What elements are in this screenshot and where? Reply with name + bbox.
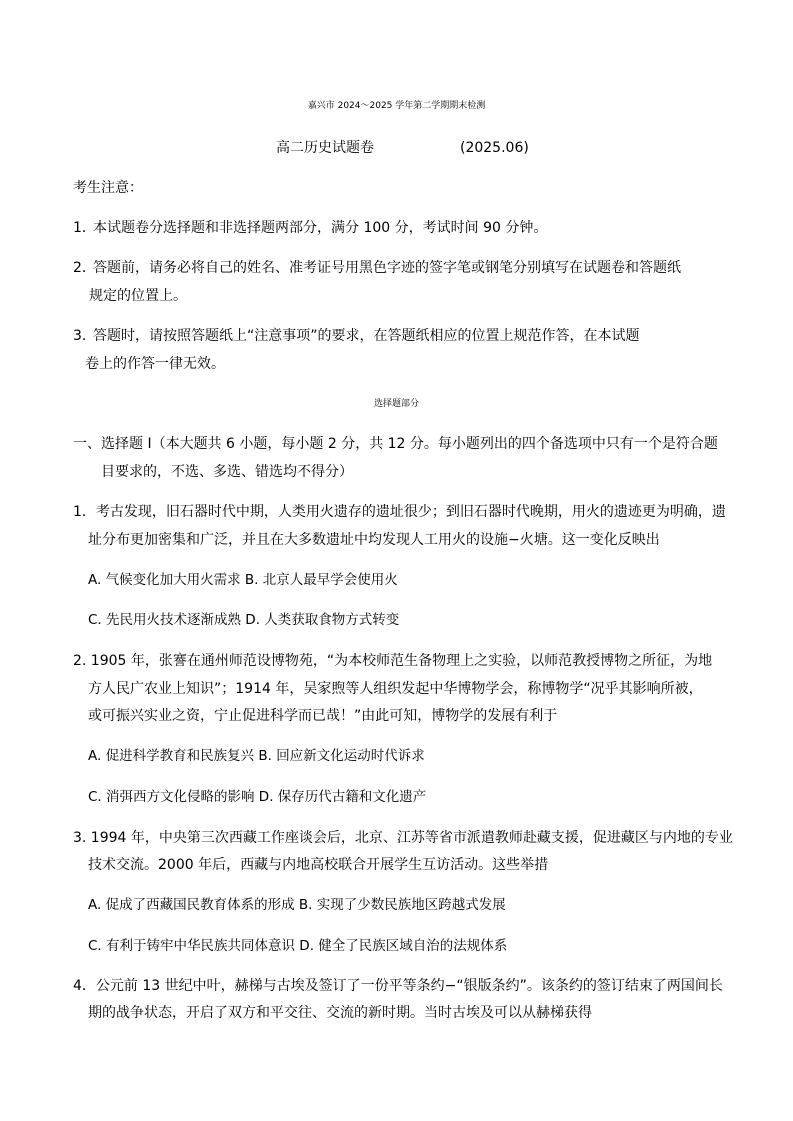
section-instructions-line-1: 一、选择题 I（本大题共 6 小题，每小题 2 分，共 12 分。每小题列出的四个备选项中只有一个是符合题 [73,436,718,452]
notice-item-1-line-1: 本试题卷分选择题和非选择题两部分，满分 100 分，考试时间 90 分钟。 [93,220,548,236]
question-3-stem-line-1: 3. 1994 年，中央第三次西藏工作座谈会后，北京、江苏等省市派遣教师赴藏支援，促进藏区与内地的专业 [73,830,733,846]
question-2-stem-line-3: 或可振兴实业之资，宁止促进科学而已哉！”由此可知，博物学的发展有利于 [88,708,558,724]
notice-item-2-line-2: 规定的位置上。 [89,288,187,304]
notice-item-3-number: 3． [73,328,96,344]
notice-item-2-number: 2． [73,260,96,276]
exam-title: 嘉兴市 2024～2025 学年第二学期期末检测 [307,101,486,111]
question-1-stem-line-2: 址分布更加密集和广泛，并且在大多数遗址中均发现人工用火的设施−火塘。这一变化反映出 [88,532,660,548]
question-1-stem-line-1: 1．考古发现，旧石器时代中期，人类用火遗存的遗址很少；到旧石器时代晚期，用火的遗迹更为明确，遗 [73,504,726,520]
question-3-options-row-1: A. 促成了西藏国民教育体系的形成 B. 实现了少数民族地区跨越式发展 [88,897,506,913]
notice-item-2-line-1: 答题前，请务必将自己的姓名、准考证号用黑色字迹的签字笔或钢笔分别填写在试题卷和答题纸 [93,260,681,276]
question-1-options-row-2: C. 先民用火技术逐渐成熟 D. 人类获取食物方式转变 [88,612,400,628]
notice-item-3-line-2: 卷上的作答一律无效。 [85,356,225,372]
question-3-stem-line-2: 技术交流。2000 年后，西藏与内地高校联合开展学生互访活动。这些举措 [88,857,549,873]
notice-heading: 考生注意： [73,180,143,196]
question-3-options-row-2: C. 有利于铸牢中华民族共同体意识 D. 健全了民族区域自治的法规体系 [88,938,508,954]
section-instructions-line-2: 目要求的，不选、多选、错选均不得分） [101,464,353,480]
exam-date: (2025.06) [460,140,529,156]
question-4-stem-line-1: 4．公元前 13 世纪中叶，赫梯与古埃及签订了一份平等条约−“银版条约”。该条约的签订结束了两国间长 [73,978,723,994]
notice-item-1-number: 1． [73,220,96,236]
section-title: 选择题部分 [373,399,419,409]
question-2-stem-line-1: 2. 1905 年，张謇在通州师范设博物苑，“为本校师范生备物理上之实验，以师范教授博物之所征，为地 [73,653,713,669]
question-2-stem-line-2: 方人民广农业上知识”；1914 年，吴家煦等人组织发起中华博物学会，称博物学“况乎其影响所被， [88,681,703,697]
exam-subtitle: 高二历史试题卷 [276,140,374,156]
notice-item-3-line-1: 答题时，请按照答题纸上“注意事项”的要求，在答题纸相应的位置上规范作答，在本试题 [93,328,640,344]
question-2-options-row-1: A. 促进科学教育和民族复兴 B. 回应新文化运动时代诉求 [88,748,425,764]
question-1-options-row-1: A. 气候变化加大用火需求 B. 北京人最早学会使用火 [88,572,398,588]
question-4-stem-line-2: 期的战争状态，开启了双方和平交往、交流的新时期。当时古埃及可以从赫梯获得 [88,1005,592,1021]
question-2-options-row-2: C. 消弭西方文化侵略的影响 D. 保存历代古籍和文化遗产 [88,789,427,805]
